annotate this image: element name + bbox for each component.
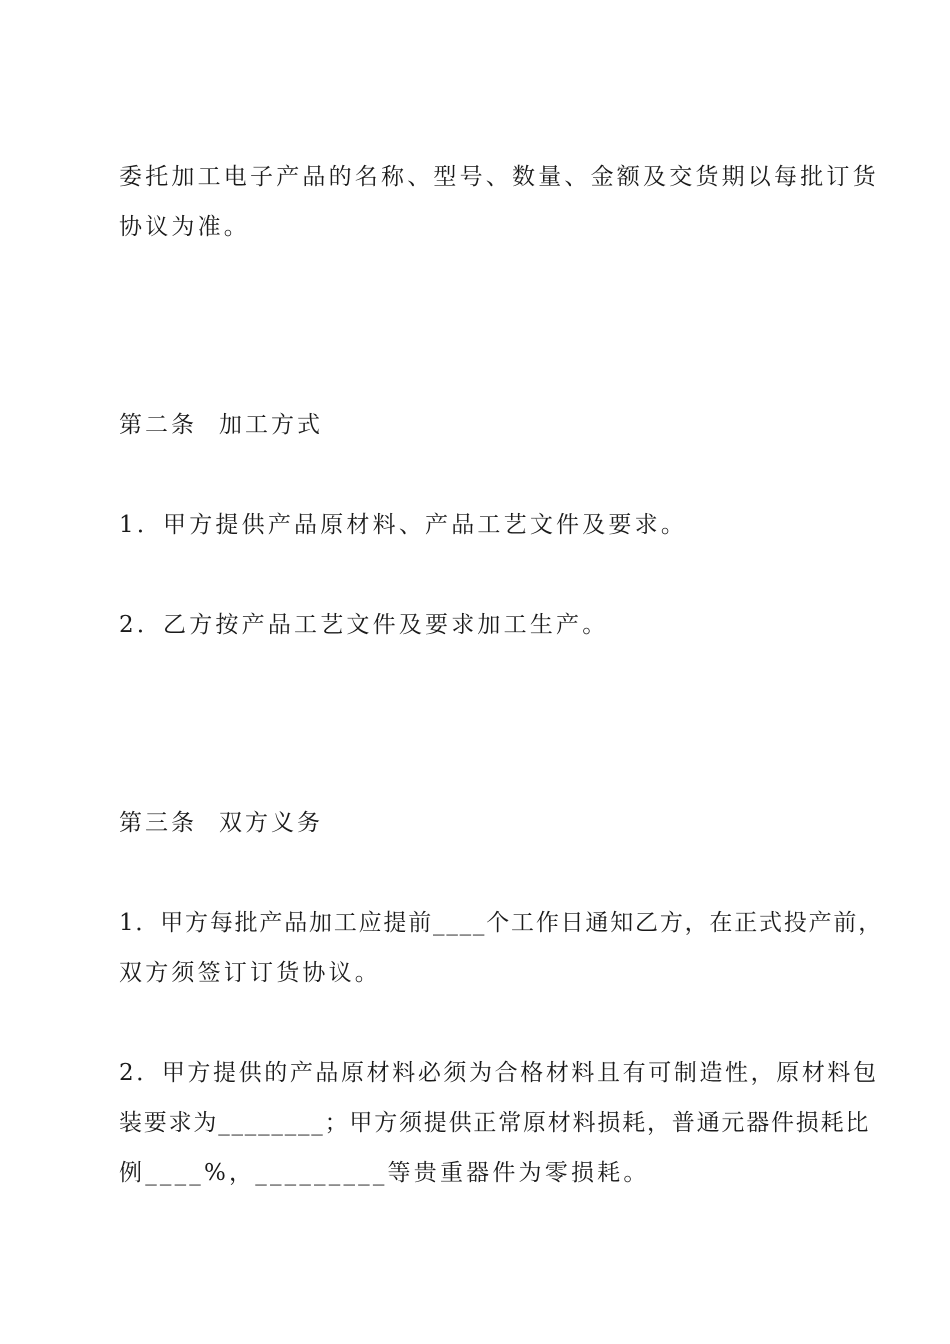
article-3-heading bbox=[119, 808, 839, 838]
article-2-item-2: 2．乙方按产品工艺文件及要求加工生产。 bbox=[119, 612, 609, 638]
article-2-item-1: 1．甲方提供产品原材料、产品工艺文件及要求。 bbox=[119, 512, 688, 538]
article-3-item-2-line-3: 例____%，_________等贵重器件为零损耗。 bbox=[119, 1160, 650, 1186]
article-2-title: 加工方式 bbox=[219, 412, 323, 438]
article-3-item-1-line-1: 1．甲方每批产品加工应提前____个工作日通知乙方，在正式投产前， bbox=[119, 910, 884, 936]
intro-line-2: 协议为准。 bbox=[119, 214, 250, 240]
article-3-number: 第三条 bbox=[119, 810, 197, 836]
article-3-item-2-line-1: 2．甲方提供的产品原材料必须为合格材料且有可制造性，原材料包 bbox=[119, 1060, 879, 1086]
article-2-heading bbox=[119, 410, 839, 440]
article-2-number: 第二条 bbox=[119, 412, 197, 438]
article-3-item-2-line-2: 装要求为________；甲方须提供正常原材料损耗，普通元器件损耗比 bbox=[119, 1110, 871, 1136]
article-3-title: 双方义务 bbox=[219, 810, 323, 836]
intro-line-1: 委托加工电子产品的名称、型号、数量、金额及交货期以每批订货 bbox=[119, 164, 879, 190]
article-3-item-1-line-2: 双方须签订订货协议。 bbox=[119, 960, 381, 986]
